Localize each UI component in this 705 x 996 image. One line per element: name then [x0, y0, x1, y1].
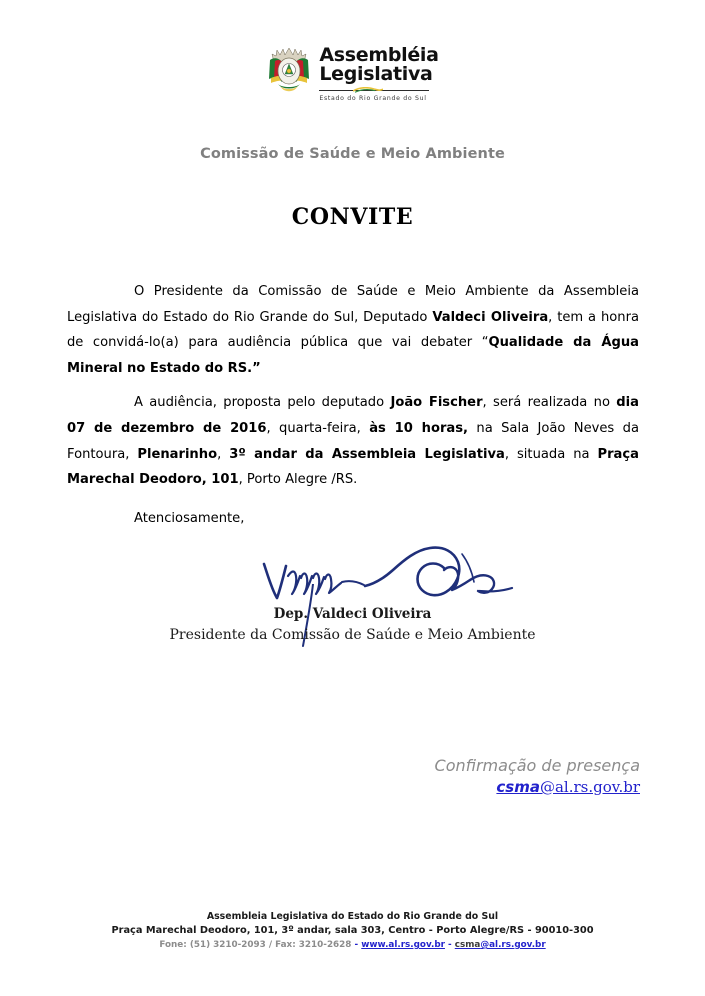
- footer-email-link[interactable]: [455, 940, 546, 950]
- venue-room: Plenarinho: [137, 446, 218, 462]
- signatory-role: Presidente da Comissão de Saúde e Meio Ambiente: [169, 627, 536, 643]
- confirmation-label: Confirmação de presença: [434, 756, 640, 775]
- p1-segment-2: , tem a honra de convidá-lo(a) para audiência pública que vai debater “: [67, 309, 639, 351]
- event-time: às 10 horas,: [369, 420, 469, 436]
- paragraph-details: [67, 390, 639, 492]
- footer-email-domain: @al.rs.gov.br: [480, 940, 546, 950]
- institution-logo: [0, 44, 705, 102]
- event-date: dia 07 de dezembro de 2016: [67, 395, 639, 436]
- logo-title-line-2: Legislativa: [319, 63, 433, 85]
- venue-floor: 3º andar da Assembleia Legislativa: [229, 446, 505, 462]
- confirmation-email-domain: @al.rs.gov.br: [539, 778, 640, 796]
- footer-contacts: [0, 938, 705, 952]
- paragraph-invitation: [67, 279, 639, 381]
- p1-segment-1: O Presidente da Comissão de Saúde e Meio Ambiente da Assembleia Legislativa do Estado do Rio Grande do Sul, Deputado: [67, 284, 639, 325]
- p2-segment-3: , quarta-feira,: [266, 420, 370, 436]
- footer-dash-2: -: [448, 940, 452, 950]
- confirmation-block: [0, 756, 705, 796]
- p2-segment-7: , Porto Alegre /RS.: [238, 472, 358, 488]
- commission-name: Comissão de Saúde e Meio Ambiente: [200, 146, 505, 162]
- page-footer: [0, 910, 705, 952]
- closing-salutation: Atenciosamente,: [134, 510, 245, 526]
- venue-address: Praça Marechal Deodoro, 101: [67, 446, 639, 488]
- logo-divider: [319, 87, 429, 94]
- logo-title-line-1: Assembléia: [319, 44, 439, 66]
- deputy-president-name: Valdeci Oliveira: [432, 309, 549, 325]
- handwritten-signature-icon: [258, 546, 548, 608]
- p2-segment-1: A audiência, proposta pelo deputado: [134, 395, 391, 411]
- footer-website-link[interactable]: www.al.rs.gov.br: [361, 940, 445, 950]
- confirmation-email-user: csma: [496, 778, 540, 796]
- confirmation-email-link[interactable]: [496, 778, 640, 796]
- p2-segment-2: , será realizada no: [482, 395, 617, 411]
- p2-segment-6: , situada na: [504, 446, 598, 462]
- logo-subtitle: Estado do Rio Grande do Sul: [319, 95, 427, 102]
- footer-dash-1: -: [354, 940, 359, 950]
- proposing-deputy-name: João Fischer: [390, 395, 483, 411]
- page-title: CONVITE: [291, 204, 414, 230]
- p2-segment-4: na Sala João Neves da Fontoura,: [67, 420, 639, 462]
- rio-grande-do-sul-coat-of-arms-icon: [266, 44, 312, 98]
- hearing-topic: Qualidade da Água Mineral no Estado do RS.”: [67, 335, 639, 376]
- footer-email-user: csma: [454, 940, 481, 950]
- signatory-name: Dep. Valdeci Oliveira: [273, 606, 432, 622]
- footer-phone: Fone: (51) 3210-2093 / Fax: 3210-2628: [159, 940, 352, 950]
- signature-block: [0, 548, 705, 643]
- footer-institution: Assembleia Legislativa do Estado do Rio Grande do Sul: [206, 911, 499, 922]
- p2-segment-5: ,: [217, 446, 230, 462]
- footer-address: Praça Marechal Deodoro, 101, 3º andar, sala 303, Centro - Porto Alegre/RS - 90010-300: [111, 925, 594, 936]
- document-body: [67, 279, 639, 531]
